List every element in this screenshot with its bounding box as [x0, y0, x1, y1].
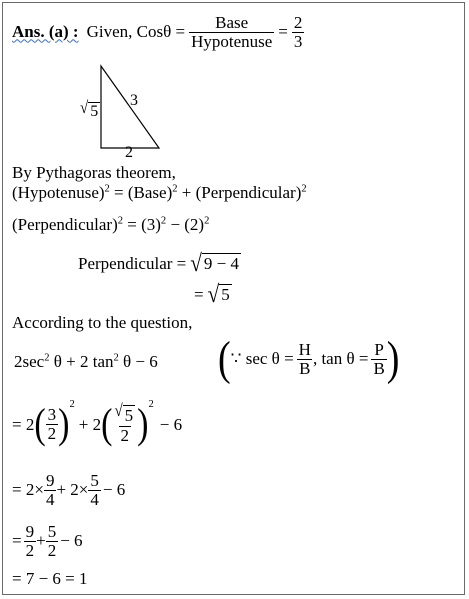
s2-nine: 9	[45, 471, 55, 490]
given-line	[12, 14, 304, 51]
hyp-term: (Hypotenuse)	[12, 183, 105, 202]
answer-label: Ans. (a) :	[12, 22, 79, 42]
p-over-b	[371, 341, 386, 378]
five-fourths	[88, 472, 101, 509]
because-clause: ( ∵ sec θ = $\frac{H}{B}$ , tan θ = $\frac{P}{B}$ )	[218, 332, 400, 386]
denominator-3: 3	[293, 31, 303, 51]
perp-sq-exp: 2	[117, 215, 123, 227]
two-sq-exp: 2	[204, 215, 210, 227]
step1-line: = 2 ( $\frac{3}{2}$ ) 2 + 2 ( √ 5 2 ) 2 − 6	[12, 399, 183, 448]
perp-sq-rhs: = (3)	[127, 215, 161, 234]
s1-two-b: 2	[120, 425, 130, 445]
s1-plus2: + 2	[78, 414, 102, 434]
according-line: According to the question,	[12, 313, 193, 332]
hypotenuse-text: Hypotenuse	[191, 31, 273, 51]
s3-eq: =	[12, 531, 22, 551]
final-result: = 7 − 6 = 1	[12, 569, 88, 588]
s2-minus6: − 6	[102, 480, 126, 500]
tan-text: , tan θ =	[312, 349, 369, 368]
side-hyp-label: 3	[130, 92, 138, 109]
perpendicular-value-line	[78, 249, 241, 277]
step2-line	[12, 472, 125, 509]
expression-lhs	[14, 352, 158, 372]
perpendicular-squared-line	[12, 215, 209, 235]
pythagoras-heading: By Pythagoras theorem,	[12, 163, 176, 182]
perp-label: Perpendicular =	[78, 253, 187, 273]
s1-root5: 5	[124, 406, 134, 425]
minus-two: − (2)	[166, 215, 205, 234]
perp-term: (Perpendicular)	[195, 183, 302, 202]
two-thirds	[292, 14, 305, 51]
s3-five: 5	[47, 522, 57, 541]
radicand: 9 − 4	[203, 254, 240, 273]
pythagoras-equation	[12, 183, 307, 203]
s2-b: + 2×	[56, 480, 89, 500]
root5-halves: √ 5 2	[114, 402, 134, 445]
side-root5-value: 5	[90, 103, 99, 120]
P-num: P	[374, 339, 384, 359]
s2-a: = 2×	[12, 480, 44, 500]
nine-fourths	[44, 472, 57, 509]
hyp-exp: 2	[104, 183, 110, 195]
step3-line	[12, 523, 83, 560]
root5-val: 5	[221, 285, 230, 304]
perp-exp: 2	[301, 183, 307, 195]
three-sq-exp: 2	[160, 215, 167, 227]
sqrt-9-minus-4: √ 9 − 4	[190, 249, 240, 277]
s2-four-b: 4	[90, 489, 99, 509]
eq-root5: =	[194, 284, 204, 304]
expr-exp1: 2	[44, 352, 50, 364]
s3-two-b: 2	[47, 540, 57, 560]
H-num: H	[298, 339, 311, 359]
eq-sign: =	[109, 183, 128, 202]
side-base-label: 2	[125, 144, 133, 161]
s1-three: 3	[47, 405, 57, 425]
because-sec: ∵ sec θ =	[230, 349, 294, 368]
s3-minus6: − 6	[60, 531, 83, 551]
expr-tan: θ + 2 tan	[49, 352, 114, 371]
B-den-2: B	[373, 358, 385, 378]
expr-tail: θ − 6	[118, 352, 158, 371]
perp-sq-lhs: (Perpendicular)	[12, 215, 118, 234]
expr-exp2: 2	[113, 352, 119, 364]
sqrt-5: √ 5	[207, 280, 230, 308]
expr-2sec: 2sec	[14, 352, 45, 371]
root5-result-line	[194, 280, 232, 308]
five-halves	[46, 523, 59, 560]
s2-four: 4	[45, 489, 55, 509]
base-over-hypotenuse	[189, 14, 274, 51]
h-over-b	[297, 341, 313, 378]
equals-sign: =	[278, 22, 288, 42]
base-exp: 2	[172, 183, 178, 195]
s3-nine: 9	[25, 522, 35, 541]
nine-halves	[24, 523, 37, 560]
s1-minus6: − 6	[159, 414, 183, 434]
numerator-2: 2	[293, 13, 303, 32]
step1-2: = 2	[12, 414, 35, 434]
s3-plus: +	[36, 531, 46, 551]
three-halves	[46, 406, 59, 443]
s2-five: 5	[90, 471, 99, 490]
side-root5-label: √ 5	[80, 99, 99, 120]
s1-two: 2	[47, 424, 57, 444]
B-den: B	[299, 358, 311, 378]
given-text: Given, Cosθ =	[86, 22, 186, 42]
base-text: Base	[215, 13, 249, 32]
base-term: (Base)	[127, 183, 173, 202]
s3-two: 2	[25, 540, 35, 560]
plus-sign: +	[177, 183, 196, 202]
